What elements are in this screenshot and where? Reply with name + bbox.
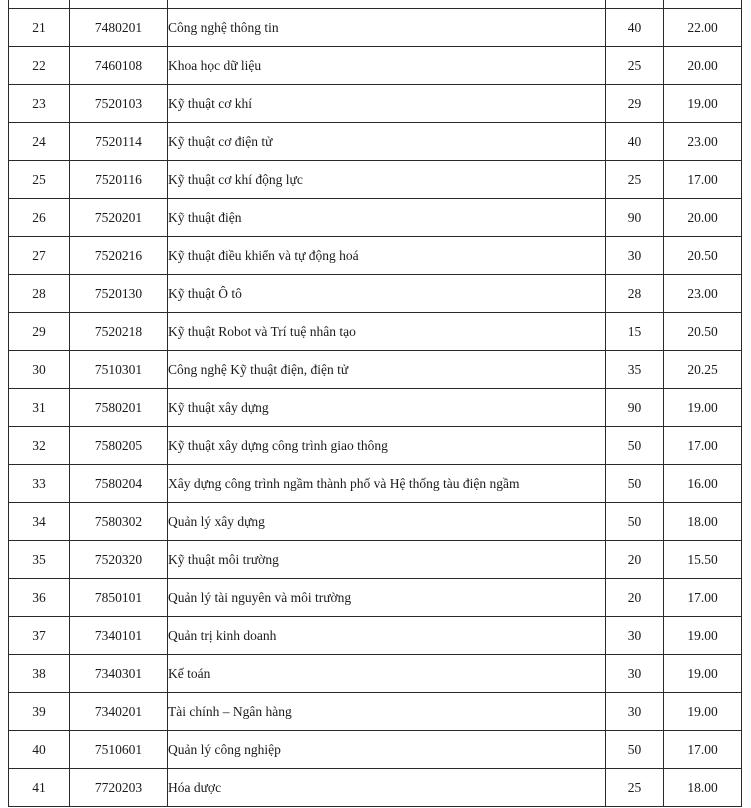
major-code-cell: 7580204 <box>70 465 168 503</box>
quota-cell: 25 <box>606 769 664 807</box>
table-body <box>9 0 742 807</box>
row-number-cell: 25 <box>9 161 70 199</box>
quota-cell: 25 <box>606 161 664 199</box>
row-number-cell: 27 <box>9 237 70 275</box>
major-code-cell: 7340301 <box>70 655 168 693</box>
row-number-cell: 30 <box>9 351 70 389</box>
major-name-cell: Quản lý tài nguyên và môi trường <box>168 579 606 617</box>
major-code-cell: 7520116 <box>70 161 168 199</box>
major-code-cell: 7340101 <box>70 617 168 655</box>
table-row <box>9 617 742 655</box>
row-number-cell: 35 <box>9 541 70 579</box>
table-row <box>9 731 742 769</box>
quota-cell: 20 <box>606 541 664 579</box>
major-name-cell: Khoa học dữ liệu <box>168 47 606 85</box>
major-code-cell: 7520103 <box>70 85 168 123</box>
major-code-cell: 7520114 <box>70 123 168 161</box>
benchmark-score-cell: 23.00 <box>664 123 742 161</box>
major-name-cell: Tài chính – Ngân hàng <box>168 693 606 731</box>
major-name-cell: Kỹ thuật điện <box>168 199 606 237</box>
admission-score-table <box>8 0 742 807</box>
row-number-cell: 33 <box>9 465 70 503</box>
major-name-cell: Quản lý công nghiệp <box>168 731 606 769</box>
table-row <box>9 9 742 47</box>
major-code-cell: 7510601 <box>70 731 168 769</box>
major-name-cell: Kỹ thuật cơ điện tử <box>168 123 606 161</box>
major-name-cell: Kỹ thuật xây dựng <box>168 389 606 427</box>
quota-cell: 40 <box>606 123 664 161</box>
table-row <box>9 85 742 123</box>
major-name-cell: Kỹ thuật điều khiển và tự động hoá <box>168 237 606 275</box>
benchmark-score-cell: 19.00 <box>664 693 742 731</box>
major-name-cell: Kỹ thuật cơ khí <box>168 85 606 123</box>
benchmark-score-cell: 22.00 <box>664 9 742 47</box>
benchmark-score-cell: 18.00 <box>664 503 742 541</box>
quota-cell: 50 <box>606 731 664 769</box>
table-row-previous-partial <box>9 0 742 9</box>
major-code-cell: 7850101 <box>70 579 168 617</box>
table-row <box>9 47 742 85</box>
row-number-cell: 24 <box>9 123 70 161</box>
quota-cell: 15 <box>606 313 664 351</box>
benchmark-score-cell: 17.00 <box>664 427 742 465</box>
major-code-cell: 7520218 <box>70 313 168 351</box>
row-number-cell: 29 <box>9 313 70 351</box>
quota-cell: 29 <box>606 85 664 123</box>
table-row <box>9 503 742 541</box>
table-row <box>9 769 742 807</box>
benchmark-score-cell: 20.25 <box>664 351 742 389</box>
table-row <box>9 427 742 465</box>
major-code-cell: 7520130 <box>70 275 168 313</box>
benchmark-score-cell: 19.00 <box>664 655 742 693</box>
quota-cell: 35 <box>606 351 664 389</box>
major-code-cell: 7520201 <box>70 199 168 237</box>
row-number-cell: 26 <box>9 199 70 237</box>
quota-cell: 28 <box>606 275 664 313</box>
row-number-cell: 28 <box>9 275 70 313</box>
major-name-cell: Công nghệ thông tin <box>168 9 606 47</box>
benchmark-score-cell: 20.00 <box>664 47 742 85</box>
quota-cell: 25 <box>606 47 664 85</box>
table-row <box>9 541 742 579</box>
quota-cell: 50 <box>606 503 664 541</box>
table-row <box>9 123 742 161</box>
table-row <box>9 351 742 389</box>
quota-cell: 50 <box>606 465 664 503</box>
quota-cell: 40 <box>606 9 664 47</box>
row-number-cell: 41 <box>9 769 70 807</box>
benchmark-score-cell: 23.00 <box>664 275 742 313</box>
major-code-cell: 7480201 <box>70 9 168 47</box>
quota-cell: 20 <box>606 579 664 617</box>
benchmark-score-cell: 17.00 <box>664 161 742 199</box>
row-number-cell: 23 <box>9 85 70 123</box>
row-number-cell: 22 <box>9 47 70 85</box>
quota-cell: 90 <box>606 199 664 237</box>
major-code-cell: 7460108 <box>70 47 168 85</box>
major-name-cell: Kỹ thuật Robot và Trí tuệ nhân tạo <box>168 313 606 351</box>
benchmark-score-cell: 20.50 <box>664 237 742 275</box>
benchmark-score-cell: 15.50 <box>664 541 742 579</box>
quota-cell: 30 <box>606 237 664 275</box>
benchmark-score-cell: 17.00 <box>664 579 742 617</box>
benchmark-score-cell: 20.50 <box>664 313 742 351</box>
quota-cell: 50 <box>606 427 664 465</box>
major-code-cell: 7720203 <box>70 769 168 807</box>
table-row <box>9 237 742 275</box>
row-number-cell: 39 <box>9 693 70 731</box>
table-row <box>9 199 742 237</box>
benchmark-score-cell: 19.00 <box>664 617 742 655</box>
quota-cell: 30 <box>606 655 664 693</box>
table-row <box>9 655 742 693</box>
benchmark-score-cell: 17.00 <box>664 731 742 769</box>
major-code-cell: 7520216 <box>70 237 168 275</box>
benchmark-score-cell: 20.00 <box>664 199 742 237</box>
row-number-cell: 31 <box>9 389 70 427</box>
major-name-cell: Hóa dược <box>168 769 606 807</box>
row-number-cell: 36 <box>9 579 70 617</box>
major-name-cell: Kế toán <box>168 655 606 693</box>
major-name-cell: Kỹ thuật xây dựng công trình giao thông <box>168 427 606 465</box>
major-code-cell: 7340201 <box>70 693 168 731</box>
row-number-cell: 37 <box>9 617 70 655</box>
row-number-cell: 34 <box>9 503 70 541</box>
row-number-cell: 32 <box>9 427 70 465</box>
major-code-cell: 7580302 <box>70 503 168 541</box>
quota-cell: 30 <box>606 693 664 731</box>
row-number-cell: 40 <box>9 731 70 769</box>
table-row <box>9 275 742 313</box>
major-name-cell: Quản lý xây dựng <box>168 503 606 541</box>
major-code-cell: 7580201 <box>70 389 168 427</box>
major-name-cell: Xây dựng công trình ngầm thành phố và Hệ thống tàu điện ngầm <box>168 465 606 503</box>
major-name-cell: Quản trị kinh doanh <box>168 617 606 655</box>
benchmark-score-cell: 18.00 <box>664 769 742 807</box>
quota-cell: 90 <box>606 389 664 427</box>
table-row <box>9 465 742 503</box>
table-row <box>9 693 742 731</box>
table-row <box>9 161 742 199</box>
row-number-cell: 38 <box>9 655 70 693</box>
major-name-cell: Kỹ thuật Ô tô <box>168 275 606 313</box>
row-number-cell: 21 <box>9 9 70 47</box>
table-row <box>9 313 742 351</box>
quota-cell: 30 <box>606 617 664 655</box>
table-row <box>9 389 742 427</box>
major-code-cell: 7580205 <box>70 427 168 465</box>
benchmark-score-cell: 19.00 <box>664 389 742 427</box>
major-code-cell: 7520320 <box>70 541 168 579</box>
benchmark-score-cell: 16.00 <box>664 465 742 503</box>
major-name-cell: Công nghệ Kỹ thuật điện, điện tử <box>168 351 606 389</box>
table-row <box>9 579 742 617</box>
major-code-cell: 7510301 <box>70 351 168 389</box>
major-name-cell: Kỹ thuật cơ khí động lực <box>168 161 606 199</box>
major-name-cell: Kỹ thuật môi trường <box>168 541 606 579</box>
benchmark-score-cell: 19.00 <box>664 85 742 123</box>
